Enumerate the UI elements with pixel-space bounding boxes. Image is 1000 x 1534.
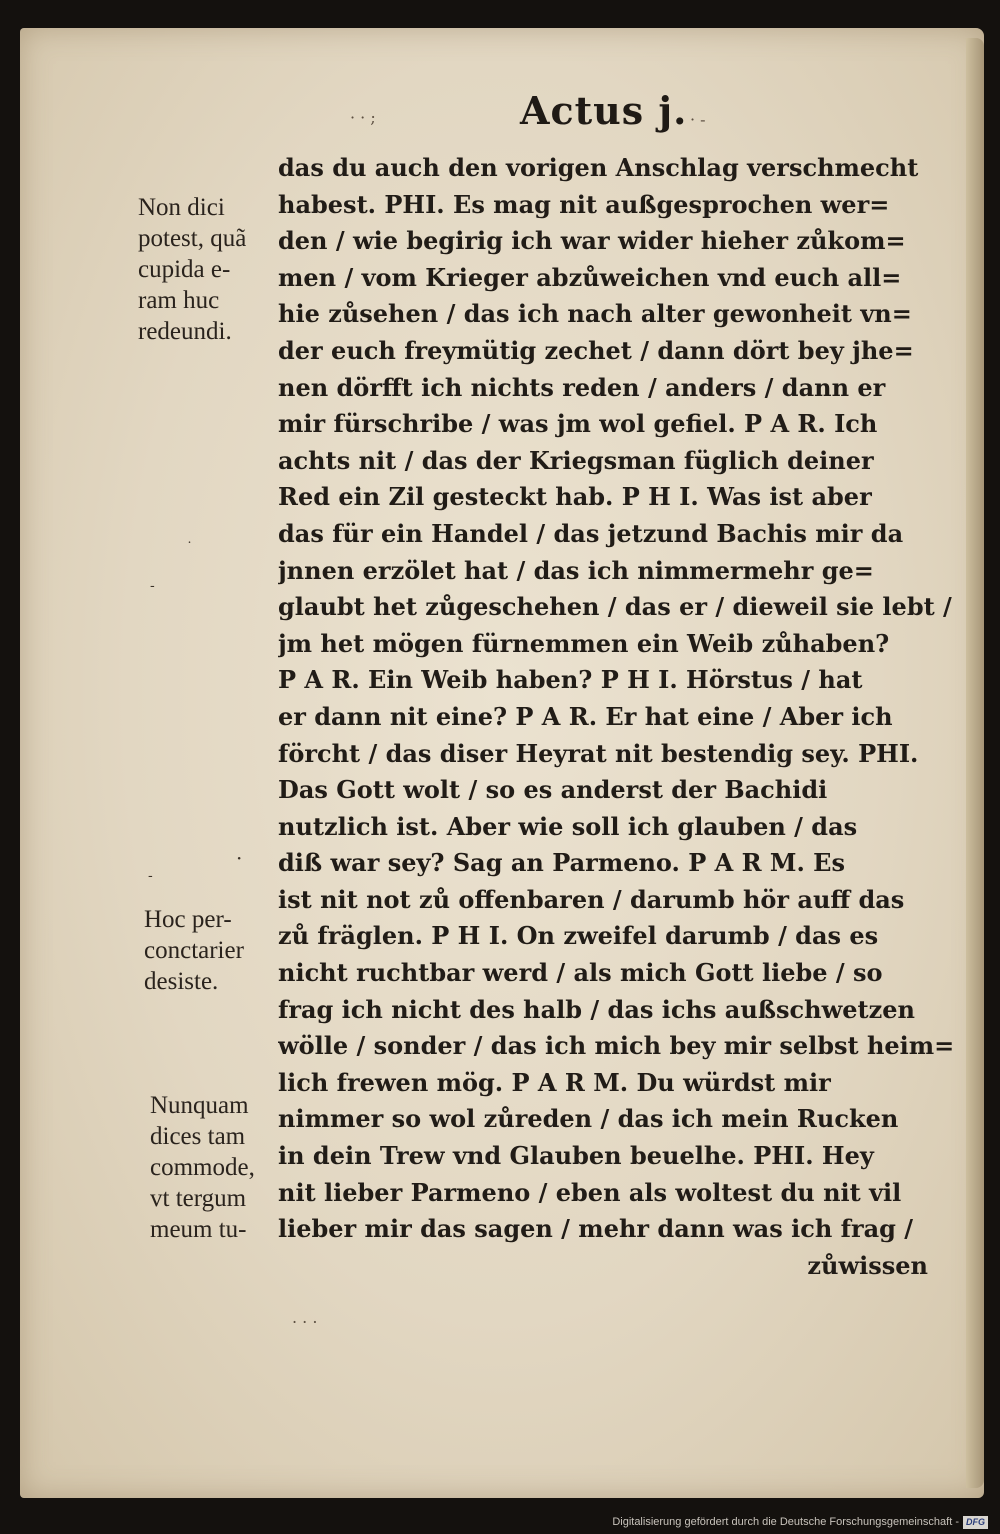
page-edge <box>966 38 984 1488</box>
ink-speck: ˙ <box>186 540 193 556</box>
text-line: nicht ruchtbar werd / als mich Gott liebe / so <box>278 958 883 988</box>
text-line: den / wie begirig ich war wider hieher zůkom= <box>278 226 906 256</box>
margin-note-line: potest, quã <box>138 225 247 252</box>
ink-speck: · <box>236 846 243 870</box>
text-line: in dein Trew vnd Glauben beuelhe. PHI. Hey <box>278 1141 874 1171</box>
text-line: habest. PHI. Es mag nit außgesprochen wer= <box>278 189 890 219</box>
footer-text: Digitalisierung gefördert durch die Deutsche Forschungsgemeinschaft - <box>612 1516 959 1528</box>
margin-note-line: commode, <box>150 1154 255 1181</box>
margin-note-2 <box>144 904 244 997</box>
margin-note-1 <box>138 192 246 347</box>
margin-note-line: desiste. <box>144 968 219 995</box>
text-line: das du auch den vorigen Anschlag verschmecht <box>278 153 919 182</box>
ink-speck: - <box>148 868 153 884</box>
text-line: wölle / sonder / das ich mich bey mir selbst heim= <box>278 1031 955 1061</box>
dfg-logo: DFG <box>963 1516 988 1529</box>
text-line: nen dörfft ich nichts reden / anders / dann er <box>278 372 886 402</box>
margin-note-line: conctarier <box>144 937 244 964</box>
margin-note-line: meum tu- <box>150 1216 247 1243</box>
text-line: hie zůsehen / das ich nach alter gewonheit vn= <box>278 299 912 329</box>
text-line: lieber mir das sagen / mehr dann was ich frag / <box>278 1214 914 1244</box>
text-line: förcht / das diser Heyrat nit bestendig sey. PHI. <box>278 738 919 768</box>
catchword: zůwissen <box>807 1250 928 1280</box>
text-line: der euch freymütig zechet / dann dört bey jhe= <box>278 335 914 365</box>
margin-note-line: redeundi. <box>138 318 232 345</box>
text-line: glaubt het zůgeschehen / das er / dieweil sie lebt / <box>278 592 952 622</box>
text-line: mir fürschribe / was jm wol gefiel. P A R. Ich <box>278 409 878 439</box>
page-header <box>350 88 740 148</box>
margin-note-line: Hoc per- <box>144 906 232 933</box>
text-line: nimmer so wol zůreden / das ich mein Rucken <box>278 1104 899 1134</box>
text-line: frag ich nicht des halb / das ichs außschwetzen <box>278 994 915 1024</box>
text-line: men / vom Krieger abzůweichen vnd euch all= <box>278 262 902 292</box>
text-line: Red ein Zil gesteckt hab. P H I. Was ist aber <box>278 482 872 512</box>
margin-note-3 <box>150 1090 255 1245</box>
text-line: das für ein Handel / das jetzund Bachis mir da <box>278 518 904 548</box>
text-line: lich frewen mög. P A R M. Du würdst mir <box>278 1067 831 1097</box>
ink-speck: - <box>150 578 155 594</box>
text-line: jnnen erzölet hat / das ich nimmermehr ge= <box>278 555 874 585</box>
margin-note-line: dices tam <box>150 1123 246 1150</box>
text-line: Das Gott wolt / so es anderst der Bachidi <box>278 775 828 805</box>
text-line: er dann nit eine? P A R. Er hat eine / Aber ich <box>278 701 893 731</box>
margin-note-line: Nunquam <box>150 1092 249 1119</box>
bottom-marks: . . . <box>292 1308 318 1327</box>
text-line: achts nit / das der Kriegsman füglich deiner <box>278 445 874 475</box>
running-title: Actus j. <box>520 88 688 133</box>
text-line: P A R. Ein Weib haben? P H I. Hörstus / hat <box>278 665 863 695</box>
margin-note-line: vt tergum <box>150 1185 247 1212</box>
margin-note-line: Non dici <box>138 194 225 221</box>
text-line: nit lieber Parmeno / eben als woltest du nit vil <box>278 1177 902 1207</box>
footer-credit <box>612 1514 988 1530</box>
text-line: jm het mögen fürnemmen ein Weib zůhaben? <box>278 628 890 658</box>
main-text-block <box>278 150 968 1284</box>
text-line: ist nit not zů offenbaren / darumb hör auff das <box>278 884 905 914</box>
text-line: nutzlich ist. Aber wie soll ich glauben / das <box>278 811 858 841</box>
text-line: diß war sey? Sag an Parmeno. P A R M. Es <box>278 848 845 878</box>
margin-note-line: ram huc <box>138 287 220 314</box>
header-ornament-left: · · ; <box>350 108 376 127</box>
header-ornament-right: · - <box>690 110 706 129</box>
text-line: zů fräglen. P H I. On zweifel darumb / das es <box>278 921 879 951</box>
margin-note-line: cupida e- <box>138 256 231 283</box>
